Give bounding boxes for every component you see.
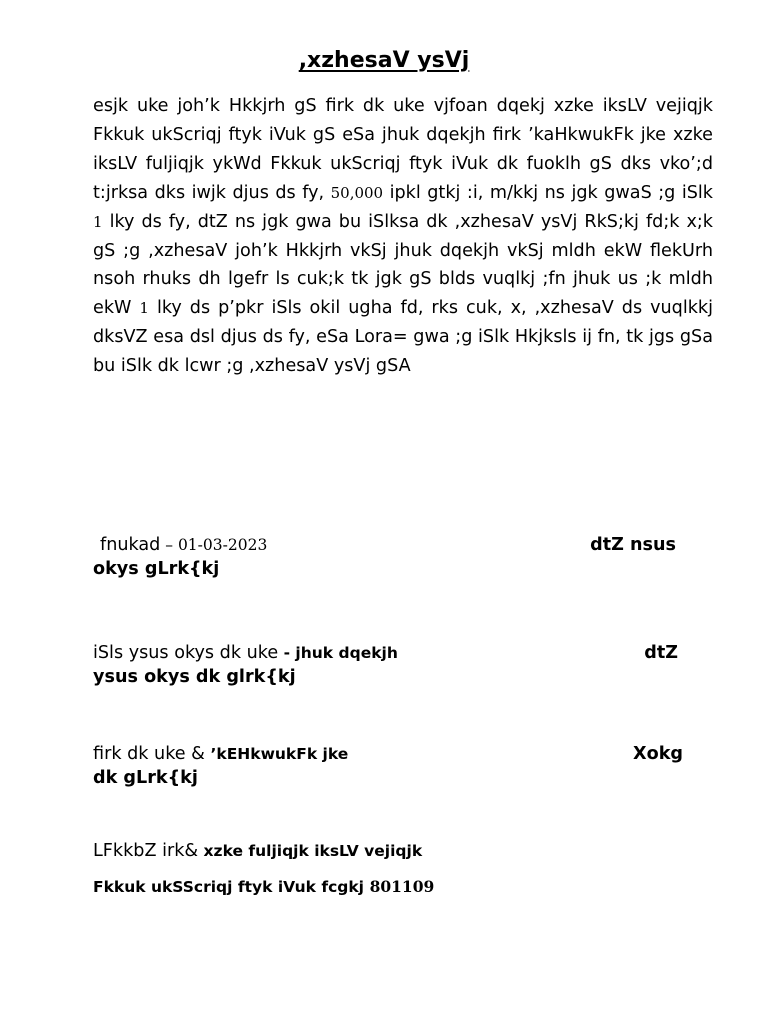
father-row xyxy=(93,742,683,790)
lender-signature-label: dtZ nsus xyxy=(590,535,676,555)
address-pin: 801109 xyxy=(369,877,435,896)
receiver-label: iSls ysus okys dk uke xyxy=(93,643,279,663)
document-title-text: ,xzhesaV ysVj xyxy=(298,48,470,73)
address-row-2 xyxy=(93,875,683,899)
address-row xyxy=(93,839,683,863)
witness-signature-label-line2: dk gLrk{kj xyxy=(93,768,198,788)
loan-amount: 50,000 xyxy=(330,183,384,202)
repay-years: 1 xyxy=(139,299,149,318)
agreement-body xyxy=(93,92,713,381)
lender-signature-label-line2: okys gLrk{kj xyxy=(93,559,220,579)
document-title xyxy=(0,48,768,73)
body-part-4: lky ds p’pkr iSls okil ugha fd, rks cuk, x, ,xzhesaV ds vuqlkkj dksVZ esa dsl djus ds fy, eSa Lora= gwa ;g iSlk Hkjksls ij fn, tk jgs gSa bu iSlk dk lcwr ;g ,xzhesaV ysVj gSA xyxy=(93,298,713,377)
address-line-1: xzke fuljiqjk iksLV vejiqjk xyxy=(198,842,423,860)
body-part-2: ipkl gtkj :i, m/kkj ns jgk gwaS ;g iSlk xyxy=(383,182,713,203)
father-label: firk dk uke xyxy=(93,744,186,764)
loan-years: 1 xyxy=(93,212,103,231)
body-part-3: lky ds fy, dtZ ns jgk gwa bu iSlksa dk ,xzhesaV ysVj RkS;kj fd;k x;k gS ;g ,xzhesaV joh’k Hkkjrh vkSj jhuk dqekjh vkSj mldh ekW flekUrh nsoh rhuks dh lgefr ls cuk;k tk jgk gS blds vuqlkj ;fn jhuk us ;k mldh ekW xyxy=(93,211,713,319)
address-line-2: Fkkuk ukSScriqj ftyk iVuk fcgkj xyxy=(93,878,364,896)
body-part-1: esjk uke joh’k Hkkjrh gS firk dk uke vjfoan dqekj xzke iksLV vejiqjk Fkkuk ukScriqj ftyk iVuk gS eSa jhuk dqekjh firk ’kaHkwukFk jke xzke iksLV fuljiqjk ykWd Fkkuk ukScriqj ftyk iVuk dk fuoklh gS dks vko’;d t:jrksa dks iwjk djus ds fy, xyxy=(93,96,713,203)
receiver-name: jhuk dqekjh xyxy=(295,644,398,662)
witness-signature-label: Xokg xyxy=(633,744,683,764)
father-amp: & xyxy=(185,744,211,764)
receiver-row xyxy=(93,641,683,689)
father-name: ’kEHkwukFk jke xyxy=(210,745,349,763)
borrower-signature-label-line2: ysus okys dk glrk{kj xyxy=(93,667,296,687)
date-value: 01-03-2023 xyxy=(177,536,268,554)
borrower-signature-label: dtZ xyxy=(644,643,678,663)
date-dash: – xyxy=(160,536,178,554)
date-row xyxy=(93,533,683,581)
receiver-dash: - xyxy=(278,644,296,662)
date-label: fnukad xyxy=(100,535,161,555)
address-label: LFkkbZ irk& xyxy=(93,841,199,861)
